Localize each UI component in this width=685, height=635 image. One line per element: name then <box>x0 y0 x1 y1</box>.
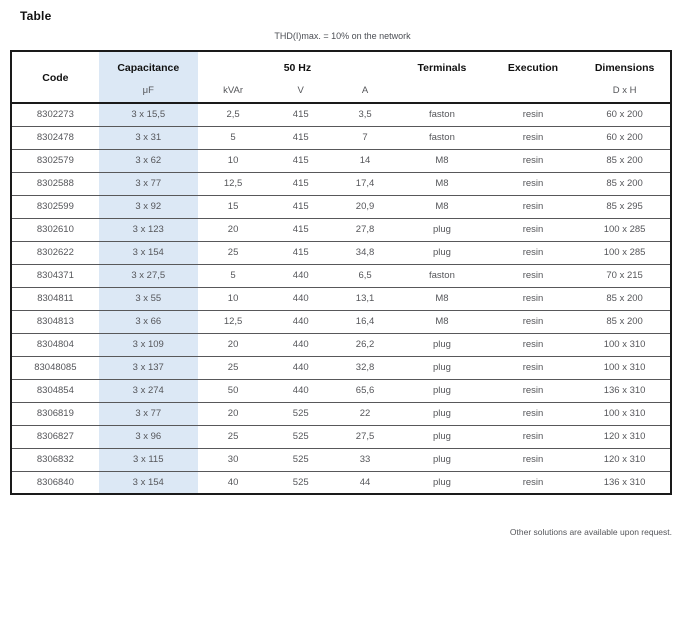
table-row <box>11 172 671 195</box>
cell-current: 14 <box>333 149 397 172</box>
cell-terminals: plug <box>397 218 487 241</box>
cell-terminals: M8 <box>397 172 487 195</box>
cell-current: 44 <box>359 476 371 488</box>
cell-voltage: 525 <box>292 476 309 488</box>
cell-code: 8306819 <box>11 402 99 425</box>
cell-code: 8302579 <box>11 149 99 172</box>
cell-kvar: 2,5 <box>198 103 269 126</box>
cell-kvar: 20 <box>198 333 269 356</box>
subheader-v: V <box>297 85 304 96</box>
cell-current: 6,5 <box>333 264 397 287</box>
page-title: Table <box>20 9 52 23</box>
cell-capacitance: 3 x 123 <box>99 218 198 241</box>
cell-capacitance: 3 x 115 <box>99 448 198 471</box>
cell-voltage: 415 <box>268 126 333 149</box>
cell-capacitance: 3 x 154 <box>99 241 198 264</box>
cell-code: 8304804 <box>11 333 99 356</box>
cell-capacitance: 3 x 274 <box>99 379 198 402</box>
cell-kvar: 20 <box>198 402 269 425</box>
cell-dimensions: 100 x 285 <box>579 241 671 264</box>
cell-capacitance: 3 x 154 <box>99 471 198 494</box>
cell-code: 8302588 <box>11 172 99 195</box>
header-row-sub <box>11 82 671 103</box>
cell-current: 27,5 <box>333 425 397 448</box>
cell-execution: resin <box>487 379 579 402</box>
cell-dimensions: 85 x 200 <box>579 172 671 195</box>
cell-voltage: 415 <box>268 218 333 241</box>
cell-voltage: 415 <box>268 149 333 172</box>
cell-execution: resin <box>487 172 579 195</box>
cell-dimensions: 100 x 310 <box>579 402 671 425</box>
cell-code: 8306827 <box>11 425 99 448</box>
table-row <box>11 149 671 172</box>
cell-voltage: 415 <box>268 241 333 264</box>
subheader-execution-empty <box>487 82 579 103</box>
table-row <box>11 310 671 333</box>
table-row <box>11 126 671 149</box>
cell-voltage: 525 <box>268 402 333 425</box>
cell-terminals: plug <box>432 476 451 488</box>
cell-execution: resin <box>487 310 579 333</box>
cell-kvar: 25 <box>198 241 269 264</box>
cell-current: 17,4 <box>333 172 397 195</box>
table-row <box>11 402 671 425</box>
cell-capacitance: 3 x 92 <box>99 195 198 218</box>
table-row <box>11 287 671 310</box>
cell-capacitance: 3 x 55 <box>99 287 198 310</box>
cell-dimensions: 120 x 310 <box>579 448 671 471</box>
cell-dimensions: 85 x 200 <box>579 310 671 333</box>
cell-capacitance: 3 x 109 <box>99 333 198 356</box>
cell-code: 8302478 <box>11 126 99 149</box>
footer-note: Other solutions are available upon request. <box>509 527 672 537</box>
cell-execution: resin <box>487 356 579 379</box>
cell-current: 3,5 <box>333 103 397 126</box>
cell-execution: resin <box>487 264 579 287</box>
cell-terminals: plug <box>397 356 487 379</box>
cell-current: 26,2 <box>333 333 397 356</box>
cell-current: 32,8 <box>333 356 397 379</box>
cell-kvar: 12,5 <box>198 172 269 195</box>
cell-capacitance: 3 x 31 <box>99 126 198 149</box>
cell-dimensions: 100 x 310 <box>579 356 671 379</box>
column-header-execution: Execution <box>507 62 559 74</box>
cell-current: 34,8 <box>333 241 397 264</box>
cell-kvar: 25 <box>198 425 269 448</box>
table-container <box>10 50 672 495</box>
cell-dimensions: 85 x 200 <box>579 149 671 172</box>
cell-terminals: plug <box>397 333 487 356</box>
cell-execution: resin <box>487 195 579 218</box>
subheader-kvar: kVAr <box>223 85 244 96</box>
cell-kvar: 30 <box>198 448 269 471</box>
cell-kvar: 15 <box>198 195 269 218</box>
cell-kvar: 40 <box>227 476 239 488</box>
cell-current: 13,1 <box>333 287 397 310</box>
cell-current: 65,6 <box>333 379 397 402</box>
table-row <box>11 356 671 379</box>
cell-voltage: 415 <box>268 195 333 218</box>
cell-dimensions: 85 x 295 <box>579 195 671 218</box>
cell-current: 20,9 <box>333 195 397 218</box>
cell-code: 8306840 <box>36 476 74 488</box>
cell-dimensions: 70 x 215 <box>579 264 671 287</box>
cell-capacitance: 3 x 77 <box>99 172 198 195</box>
cell-voltage: 440 <box>268 287 333 310</box>
cell-current: 16,4 <box>333 310 397 333</box>
cell-execution: resin <box>487 218 579 241</box>
subheader-uf: μF <box>99 82 198 103</box>
cell-dimensions: 100 x 285 <box>579 218 671 241</box>
cell-execution: resin <box>487 241 579 264</box>
cell-execution: resin <box>487 333 579 356</box>
cell-current: 7 <box>333 126 397 149</box>
cell-kvar: 25 <box>198 356 269 379</box>
cell-code: 83048085 <box>11 356 99 379</box>
cell-voltage: 440 <box>268 310 333 333</box>
cell-current: 27,8 <box>333 218 397 241</box>
cell-terminals: plug <box>397 448 487 471</box>
column-header-code: Code <box>42 72 69 84</box>
cell-code: 8304371 <box>11 264 99 287</box>
cell-terminals: M8 <box>397 149 487 172</box>
table-row <box>11 241 671 264</box>
table-row <box>11 471 671 494</box>
cell-execution: resin <box>487 402 579 425</box>
cell-dimensions: 136 x 310 <box>579 379 671 402</box>
cell-execution: resin <box>487 448 579 471</box>
cell-dimensions: 85 x 200 <box>579 287 671 310</box>
cell-code: 8304813 <box>11 310 99 333</box>
cell-capacitance: 3 x 62 <box>99 149 198 172</box>
cell-terminals: plug <box>397 241 487 264</box>
cell-kvar: 5 <box>198 264 269 287</box>
cell-terminals: plug <box>397 379 487 402</box>
cell-kvar: 5 <box>198 126 269 149</box>
cell-terminals: plug <box>397 402 487 425</box>
cell-execution: resin <box>487 149 579 172</box>
cell-current: 22 <box>333 402 397 425</box>
cell-voltage: 415 <box>268 103 333 126</box>
cell-voltage: 525 <box>268 448 333 471</box>
cell-capacitance: 3 x 77 <box>99 402 198 425</box>
cell-code: 8304854 <box>11 379 99 402</box>
column-header-50hz: 50 Hz <box>283 62 312 74</box>
capacitor-spec-table <box>10 50 672 495</box>
table-row <box>11 333 671 356</box>
cell-capacitance: 3 x 96 <box>99 425 198 448</box>
table-row <box>11 448 671 471</box>
column-header-dimensions: Dimensions <box>594 62 655 74</box>
cell-execution: resin <box>487 103 579 126</box>
column-header-capacitance: Capacitance <box>99 51 198 82</box>
cell-terminals: faston <box>397 264 487 287</box>
cell-terminals: M8 <box>397 195 487 218</box>
cell-execution: resin <box>487 287 579 310</box>
cell-voltage: 440 <box>268 379 333 402</box>
cell-dimensions: 120 x 310 <box>579 425 671 448</box>
table-body <box>11 103 671 494</box>
cell-capacitance: 3 x 137 <box>99 356 198 379</box>
column-header-terminals: Terminals <box>417 62 467 74</box>
cell-execution: resin <box>487 126 579 149</box>
thd-note: THD(I)max. = 10% on the network <box>274 31 411 41</box>
cell-dimensions: 100 x 310 <box>579 333 671 356</box>
cell-dimensions: 60 x 200 <box>579 126 671 149</box>
cell-terminals: M8 <box>397 310 487 333</box>
table-header <box>11 51 671 103</box>
cell-code: 8302599 <box>11 195 99 218</box>
cell-capacitance: 3 x 15,5 <box>99 103 198 126</box>
cell-terminals: faston <box>397 103 487 126</box>
cell-code: 8302273 <box>11 103 99 126</box>
cell-kvar: 10 <box>198 287 269 310</box>
cell-voltage: 440 <box>268 356 333 379</box>
table-row <box>11 218 671 241</box>
table-row <box>11 195 671 218</box>
cell-kvar: 10 <box>198 149 269 172</box>
cell-code: 8304811 <box>11 287 99 310</box>
cell-kvar: 12,5 <box>198 310 269 333</box>
table-row <box>11 264 671 287</box>
cell-code: 8302622 <box>11 241 99 264</box>
cell-voltage: 440 <box>268 333 333 356</box>
cell-execution: resin <box>522 476 544 488</box>
cell-code: 8306832 <box>11 448 99 471</box>
cell-kvar: 50 <box>198 379 269 402</box>
cell-voltage: 440 <box>268 264 333 287</box>
cell-code: 8302610 <box>11 218 99 241</box>
cell-capacitance: 3 x 27,5 <box>99 264 198 287</box>
cell-capacitance: 3 x 66 <box>99 310 198 333</box>
header-row-main <box>11 51 671 82</box>
cell-execution: resin <box>487 425 579 448</box>
cell-voltage: 525 <box>268 425 333 448</box>
cell-terminals: M8 <box>397 287 487 310</box>
subheader-dxh: D x H <box>612 85 637 96</box>
subheader-terminals-empty <box>397 82 487 103</box>
cell-dimensions: 136 x 310 <box>603 476 646 488</box>
cell-terminals: plug <box>397 425 487 448</box>
cell-terminals: faston <box>397 126 487 149</box>
table-row <box>11 379 671 402</box>
table-row <box>11 425 671 448</box>
table-row <box>11 103 671 126</box>
cell-current: 33 <box>333 448 397 471</box>
cell-dimensions: 60 x 200 <box>579 103 671 126</box>
cell-voltage: 415 <box>268 172 333 195</box>
cell-kvar: 20 <box>198 218 269 241</box>
subheader-a: A <box>361 85 369 96</box>
